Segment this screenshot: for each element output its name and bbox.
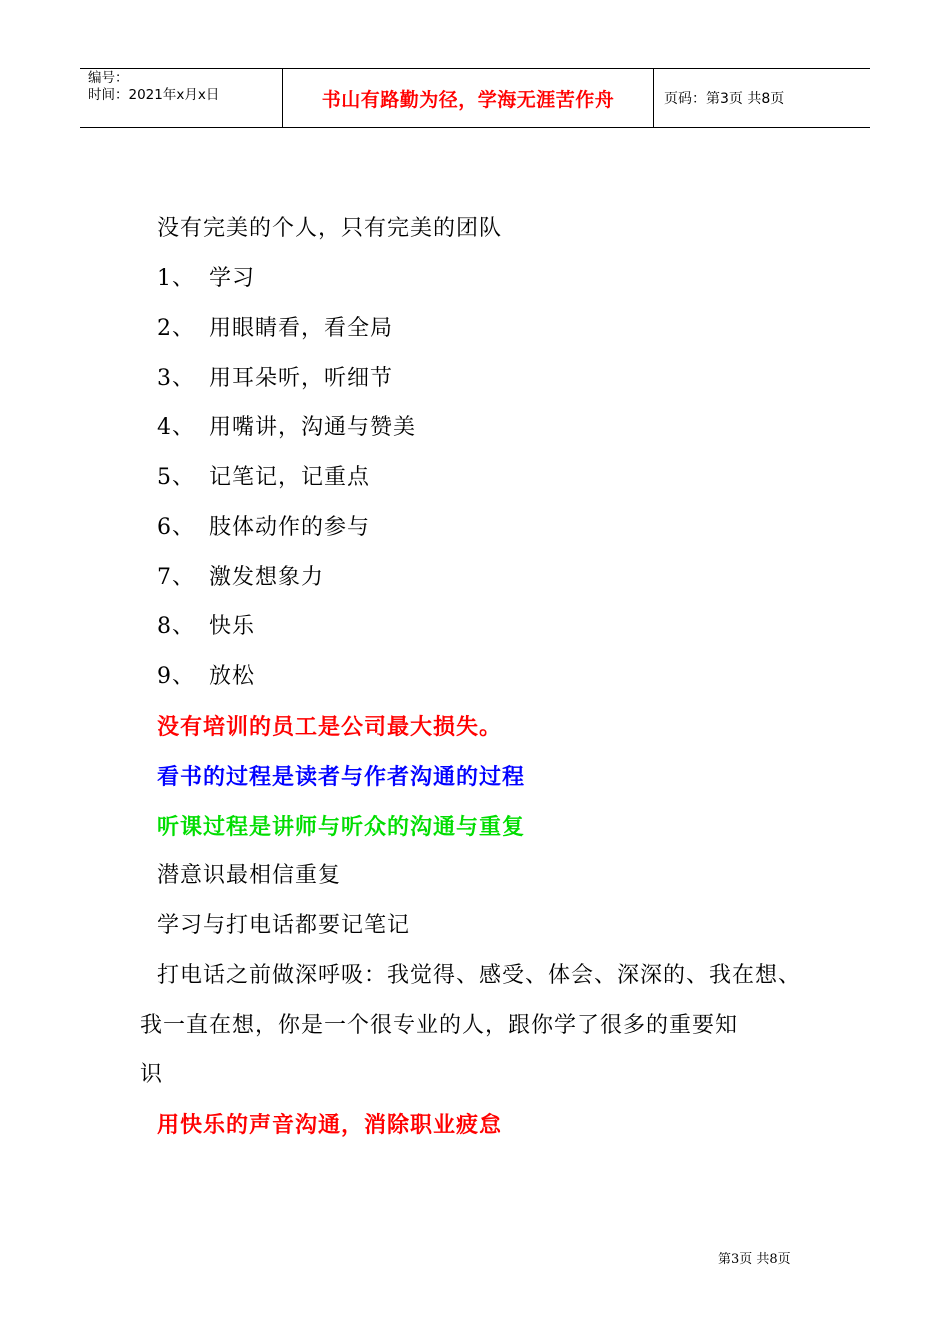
paragraph-line-2: 我一直在想，你是一个很专业的人，跟你学了很多的重要知 [140, 1013, 739, 1038]
page-header [80, 68, 870, 128]
list-item [157, 314, 393, 344]
list-item-text: 用嘴讲，沟通与赞美 [209, 415, 417, 440]
serial-number-label: 编号： [88, 70, 129, 86]
list-item [157, 264, 255, 294]
list-item-number: 9、 [157, 664, 195, 689]
header-motto: 书山有路勤为径，学海无涯苦作舟 [282, 69, 654, 127]
list-item-number: 1、 [157, 266, 195, 291]
list-item-text: 放松 [209, 664, 256, 689]
list-item-number: 3、 [157, 366, 195, 391]
list-item [157, 662, 255, 692]
list-item-number: 2、 [157, 316, 195, 341]
header-meta [80, 69, 282, 127]
list-item [157, 364, 393, 394]
list-item [157, 612, 255, 642]
highlight-green-line: 听课过程是讲师与听众的沟通与重复 [157, 814, 526, 840]
list-item-number: 4、 [157, 415, 195, 440]
list-item [157, 513, 370, 543]
highlight-red-line: 用快乐的声音沟通，消除职业疲怠 [157, 1112, 503, 1138]
list-item-text: 用眼睛看，看全局 [209, 316, 394, 341]
list-item-text: 激发想象力 [209, 565, 325, 590]
list-item-number: 8、 [157, 614, 195, 639]
list-item [157, 463, 370, 493]
page-footer: 第3页 共8页 [718, 1252, 791, 1267]
list-item-text: 用耳朵听，听细节 [209, 366, 394, 391]
list-item-text: 肢体动作的参与 [209, 515, 371, 540]
list-item-number: 6、 [157, 515, 195, 540]
header-page-info: 页码：第3页 共8页 [664, 91, 785, 107]
list-item-text: 快乐 [209, 614, 256, 639]
list-item [157, 563, 324, 593]
date-label: 时间：2021年x月x日 [88, 87, 220, 103]
paragraph-line-1: 打电话之前做深呼吸：我觉得、感受、体会、深深的、我在想、 [157, 963, 802, 988]
highlight-red-line: 没有培训的员工是公司最大损失。 [157, 714, 503, 740]
list-item-text: 记笔记，记重点 [209, 465, 371, 490]
body-line-notes: 学习与打电话都要记笔记 [157, 913, 411, 938]
list-item-number: 5、 [157, 465, 195, 490]
list-item [157, 413, 416, 443]
list-item-number: 7、 [157, 565, 195, 590]
paragraph-line-3: 识 [140, 1062, 164, 1087]
highlight-blue-line: 看书的过程是读者与作者沟通的过程 [157, 764, 526, 790]
body-title: 没有完美的个人，只有完美的团队 [157, 216, 503, 241]
list-item-text: 学习 [209, 266, 256, 291]
body-line-subconscious: 潜意识最相信重复 [157, 863, 342, 888]
